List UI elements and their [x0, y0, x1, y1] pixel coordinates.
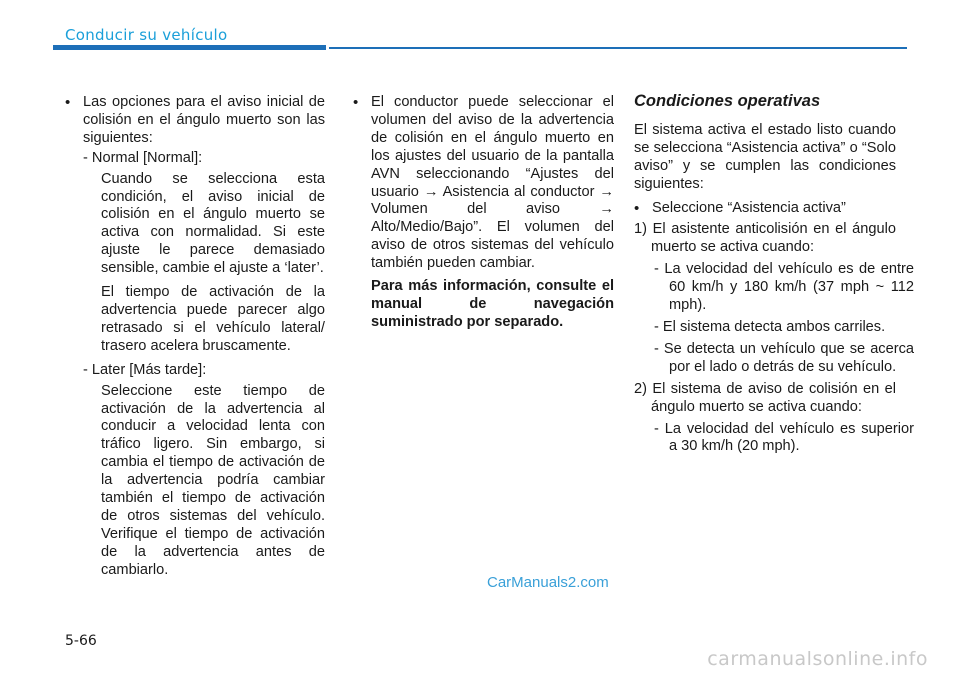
option-normal-description: Cuando se selecciona esta condición, el aviso inicial de colisión en el ángulo muerto se activa con normalidad. Si este ajuste le parece demasiado sensible, cambie el ajuste a ‘later’. — [101, 170, 325, 277]
bullet-text: Las opciones para el aviso inicial de colisión en el ángulo muerto son las siguientes: — [83, 94, 325, 146]
condition-item: - La velocidad del vehículo es de entre 60 km/h y 180 km/h (37 mph ~ 112 mph). — [654, 261, 914, 314]
watermark-link[interactable]: CarManuals2.com — [487, 574, 609, 591]
intro-text: El sistema activa el estado listo cuando se selecciona “Asistencia activa” o “Solo aviso” y se cumplen las condiciones siguientes: — [634, 121, 896, 192]
bullet-item — [65, 94, 325, 148]
section-heading: Condiciones operativas — [634, 92, 821, 110]
condition-item: - La velocidad del vehículo es superior a 30 km/h (20 mph). — [654, 420, 914, 455]
bullet-text: El conductor puede seleccionar el volumen del aviso de la advertencia de colisión en el ángulo muerto en los ajustes del usuario de la pantalla AVN seleccionando “Ajustes del usuario → Asistencia al conductor → Volumen del aviso → Alto/Medio/Bajo”. El volumen del aviso de otros sistemas del vehículo también pueden cambiar. — [371, 94, 614, 272]
bullet-icon: • — [65, 94, 71, 111]
column-1 — [65, 94, 325, 580]
page-number: 5-66 — [65, 633, 97, 649]
numbered-item-2: 2) El sistema de aviso de colisión en el ángulo muerto se activa cuando: — [634, 380, 896, 415]
option-later-description: Seleccione este tiempo de activación de la advertencia al conducir a velocidad lenta con tráfico ligero. Sin embargo, si cambia el tiempo de activación de la advertencia podría cambiar también el tiempo de activación de otros sistemas del vehículo. Verifique el tiempo de activación de la advertencia antes de cambiarlo. — [101, 382, 325, 578]
option-normal-label: - Normal [Normal]: — [83, 149, 203, 166]
bullet-text: Seleccione “Asistencia activa” — [652, 199, 846, 216]
option-later-label: - Later [Más tarde]: — [83, 361, 207, 378]
condition-item: - El sistema detecta ambos carriles. — [654, 318, 886, 335]
numbered-item-1: 1) El asistente anticolisión en el ángulo muerto se activa cuando: — [634, 221, 896, 256]
column-3 — [634, 92, 914, 456]
header-rule-thin — [329, 47, 907, 49]
footer-watermark: carmanualsonline.info — [707, 648, 928, 670]
bullet-icon: • — [634, 199, 640, 217]
bullet-item — [353, 94, 614, 273]
bullet-item — [634, 200, 896, 218]
column-2 — [353, 94, 614, 332]
option-normal-note: El tiempo de activación de la advertencia puede parecer algo retrasado si el vehículo lateral/ trasero acelera bruscamente. — [101, 284, 325, 354]
section-title: Conducir su vehículo — [65, 26, 228, 44]
header-rule-thick — [53, 45, 326, 50]
condition-item: - Se detecta un vehículo que se acerca por el lado o detrás de su vehículo. — [654, 340, 914, 375]
bullet-icon: • — [353, 94, 359, 111]
navigation-note: Para más información, consulte el manual de navegación suministrado por separado. — [371, 278, 614, 330]
